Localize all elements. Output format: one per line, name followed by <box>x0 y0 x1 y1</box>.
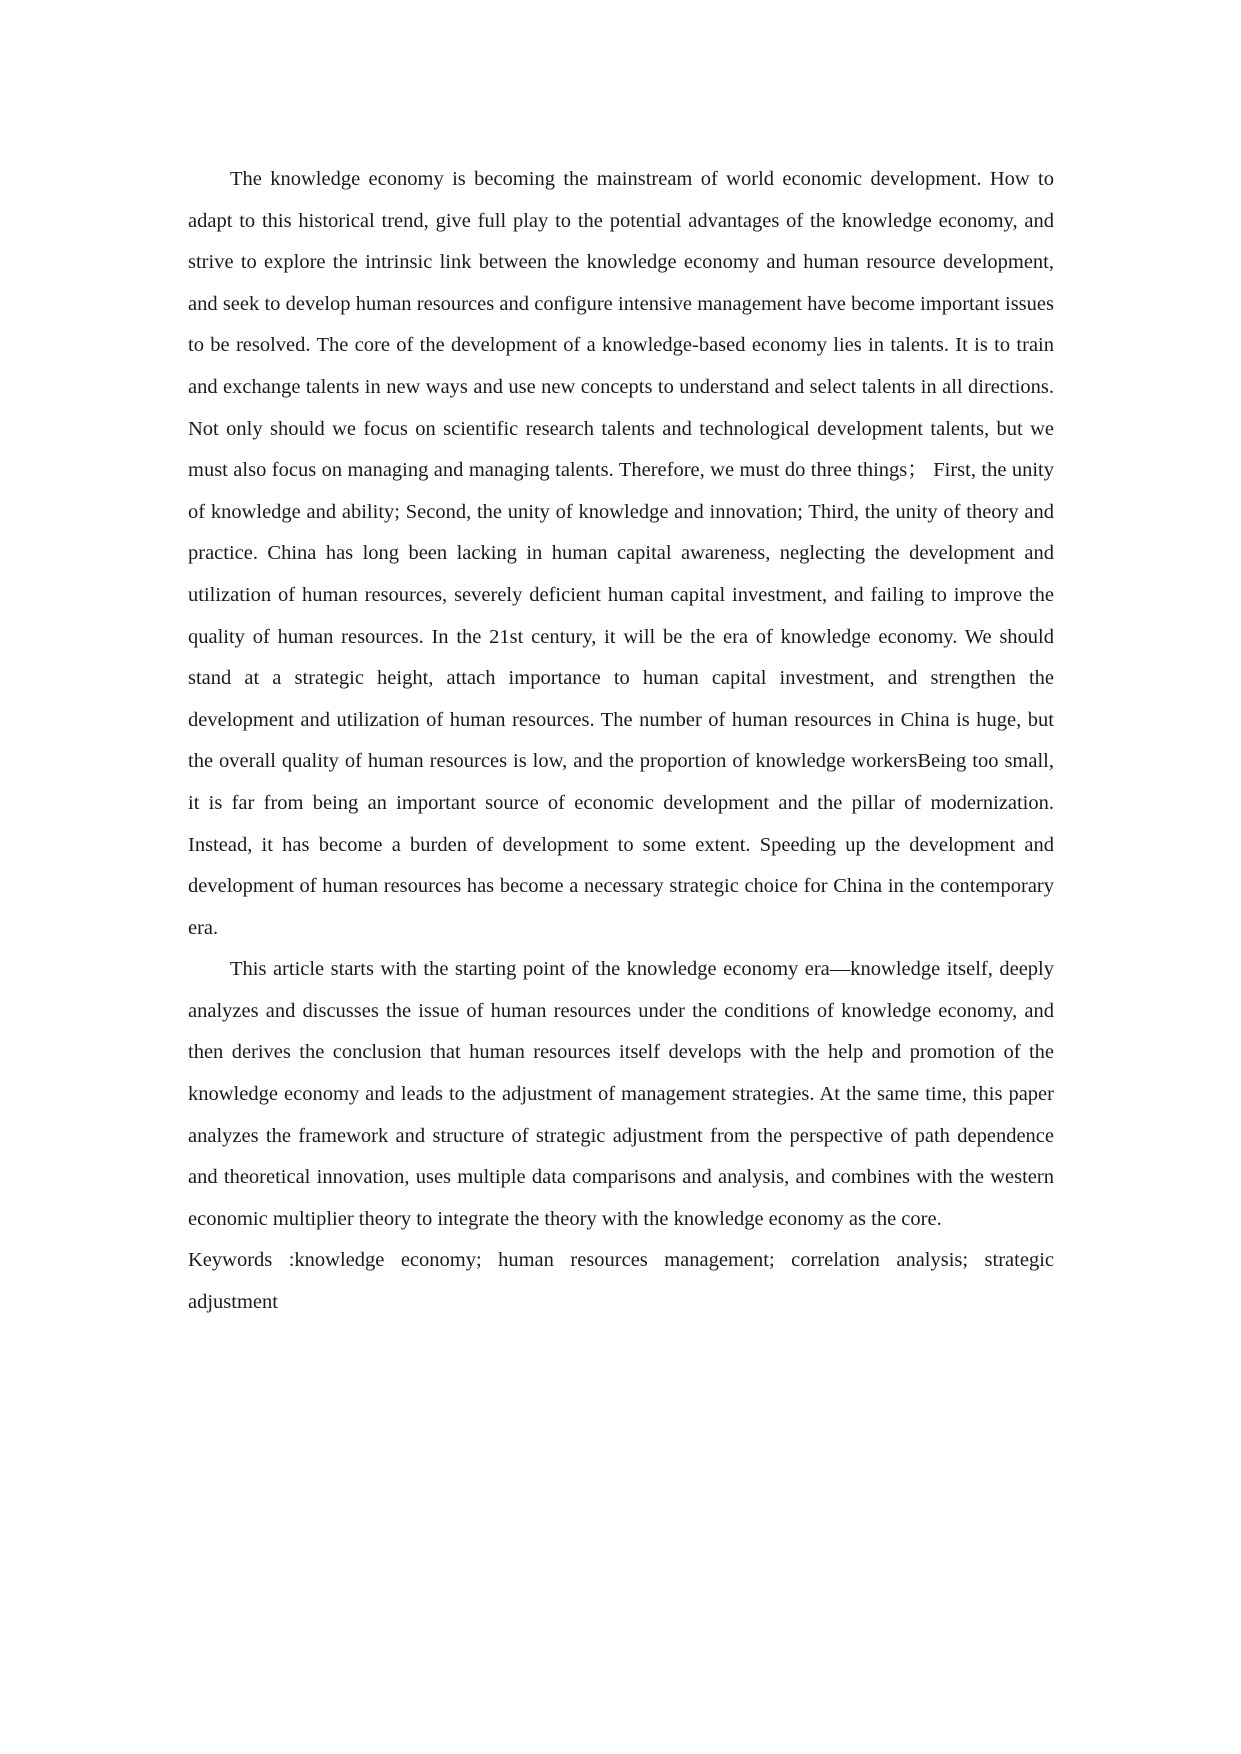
abstract-paragraph-1: The knowledge economy is becoming the mainstream of world economic development. How to adapt to this historical trend, give full play to the potential advantages of the knowledge economy, and strive to explore the intrinsic link between the knowledge economy and human resource development, and seek to develop human resources and configure intensive management have become important issues to be resolved. The core of the development of a knowledge-based economy lies in talents. It is to train and exchange talents in new ways and use new concepts to understand and select talents in all directions. Not only should we focus on scientific research talents and technological development talents, but we must also focus on managing and managing talents. Therefore, we must do three things； First, the unity of knowledge and ability; Second, the unity of knowledge and innovation; Third, the unity of theory and practice. China has long been lacking in human capital awareness, neglecting the development and utilization of human resources, severely deficient human capital investment, and failing to improve the quality of human resources. In the 21st century, it will be the era of knowledge economy. We should stand at a strategic height, attach importance to human capital investment, and strengthen the development and utilization of human resources. The number of human resources in China is huge, but the overall quality of human resources is low, and the proportion of knowledge workersBeing too small, it is far from being an important source of economic development and the pillar of modernization. Instead, it has become a burden of development to some extent. Speeding up the development and development of human resources has become a necessary strategic choice for China in the contemporary era. <box>188 168 1054 939</box>
abstract-paragraph-2: This article starts with the starting point of the knowledge economy era—knowledge itself, deeply analyzes and discusses the issue of human resources under the conditions of knowledge economy, and then derives the conclusion that human resources itself develops with the help and promotion of the knowledge economy and leads to the adjustment of management strategies. At the same time, this paper analyzes the framework and structure of strategic adjustment from the perspective of path dependence and theoretical innovation, uses multiple data comparisons and analysis, and combines with the western economic multiplier theory to integrate the theory with the knowledge economy as the core. <box>188 958 1054 1230</box>
keywords-line: Keywords :knowledge economy; human resources management; correlation analysis; strategic adjustment <box>188 1249 1054 1314</box>
document-body <box>188 159 1054 1324</box>
